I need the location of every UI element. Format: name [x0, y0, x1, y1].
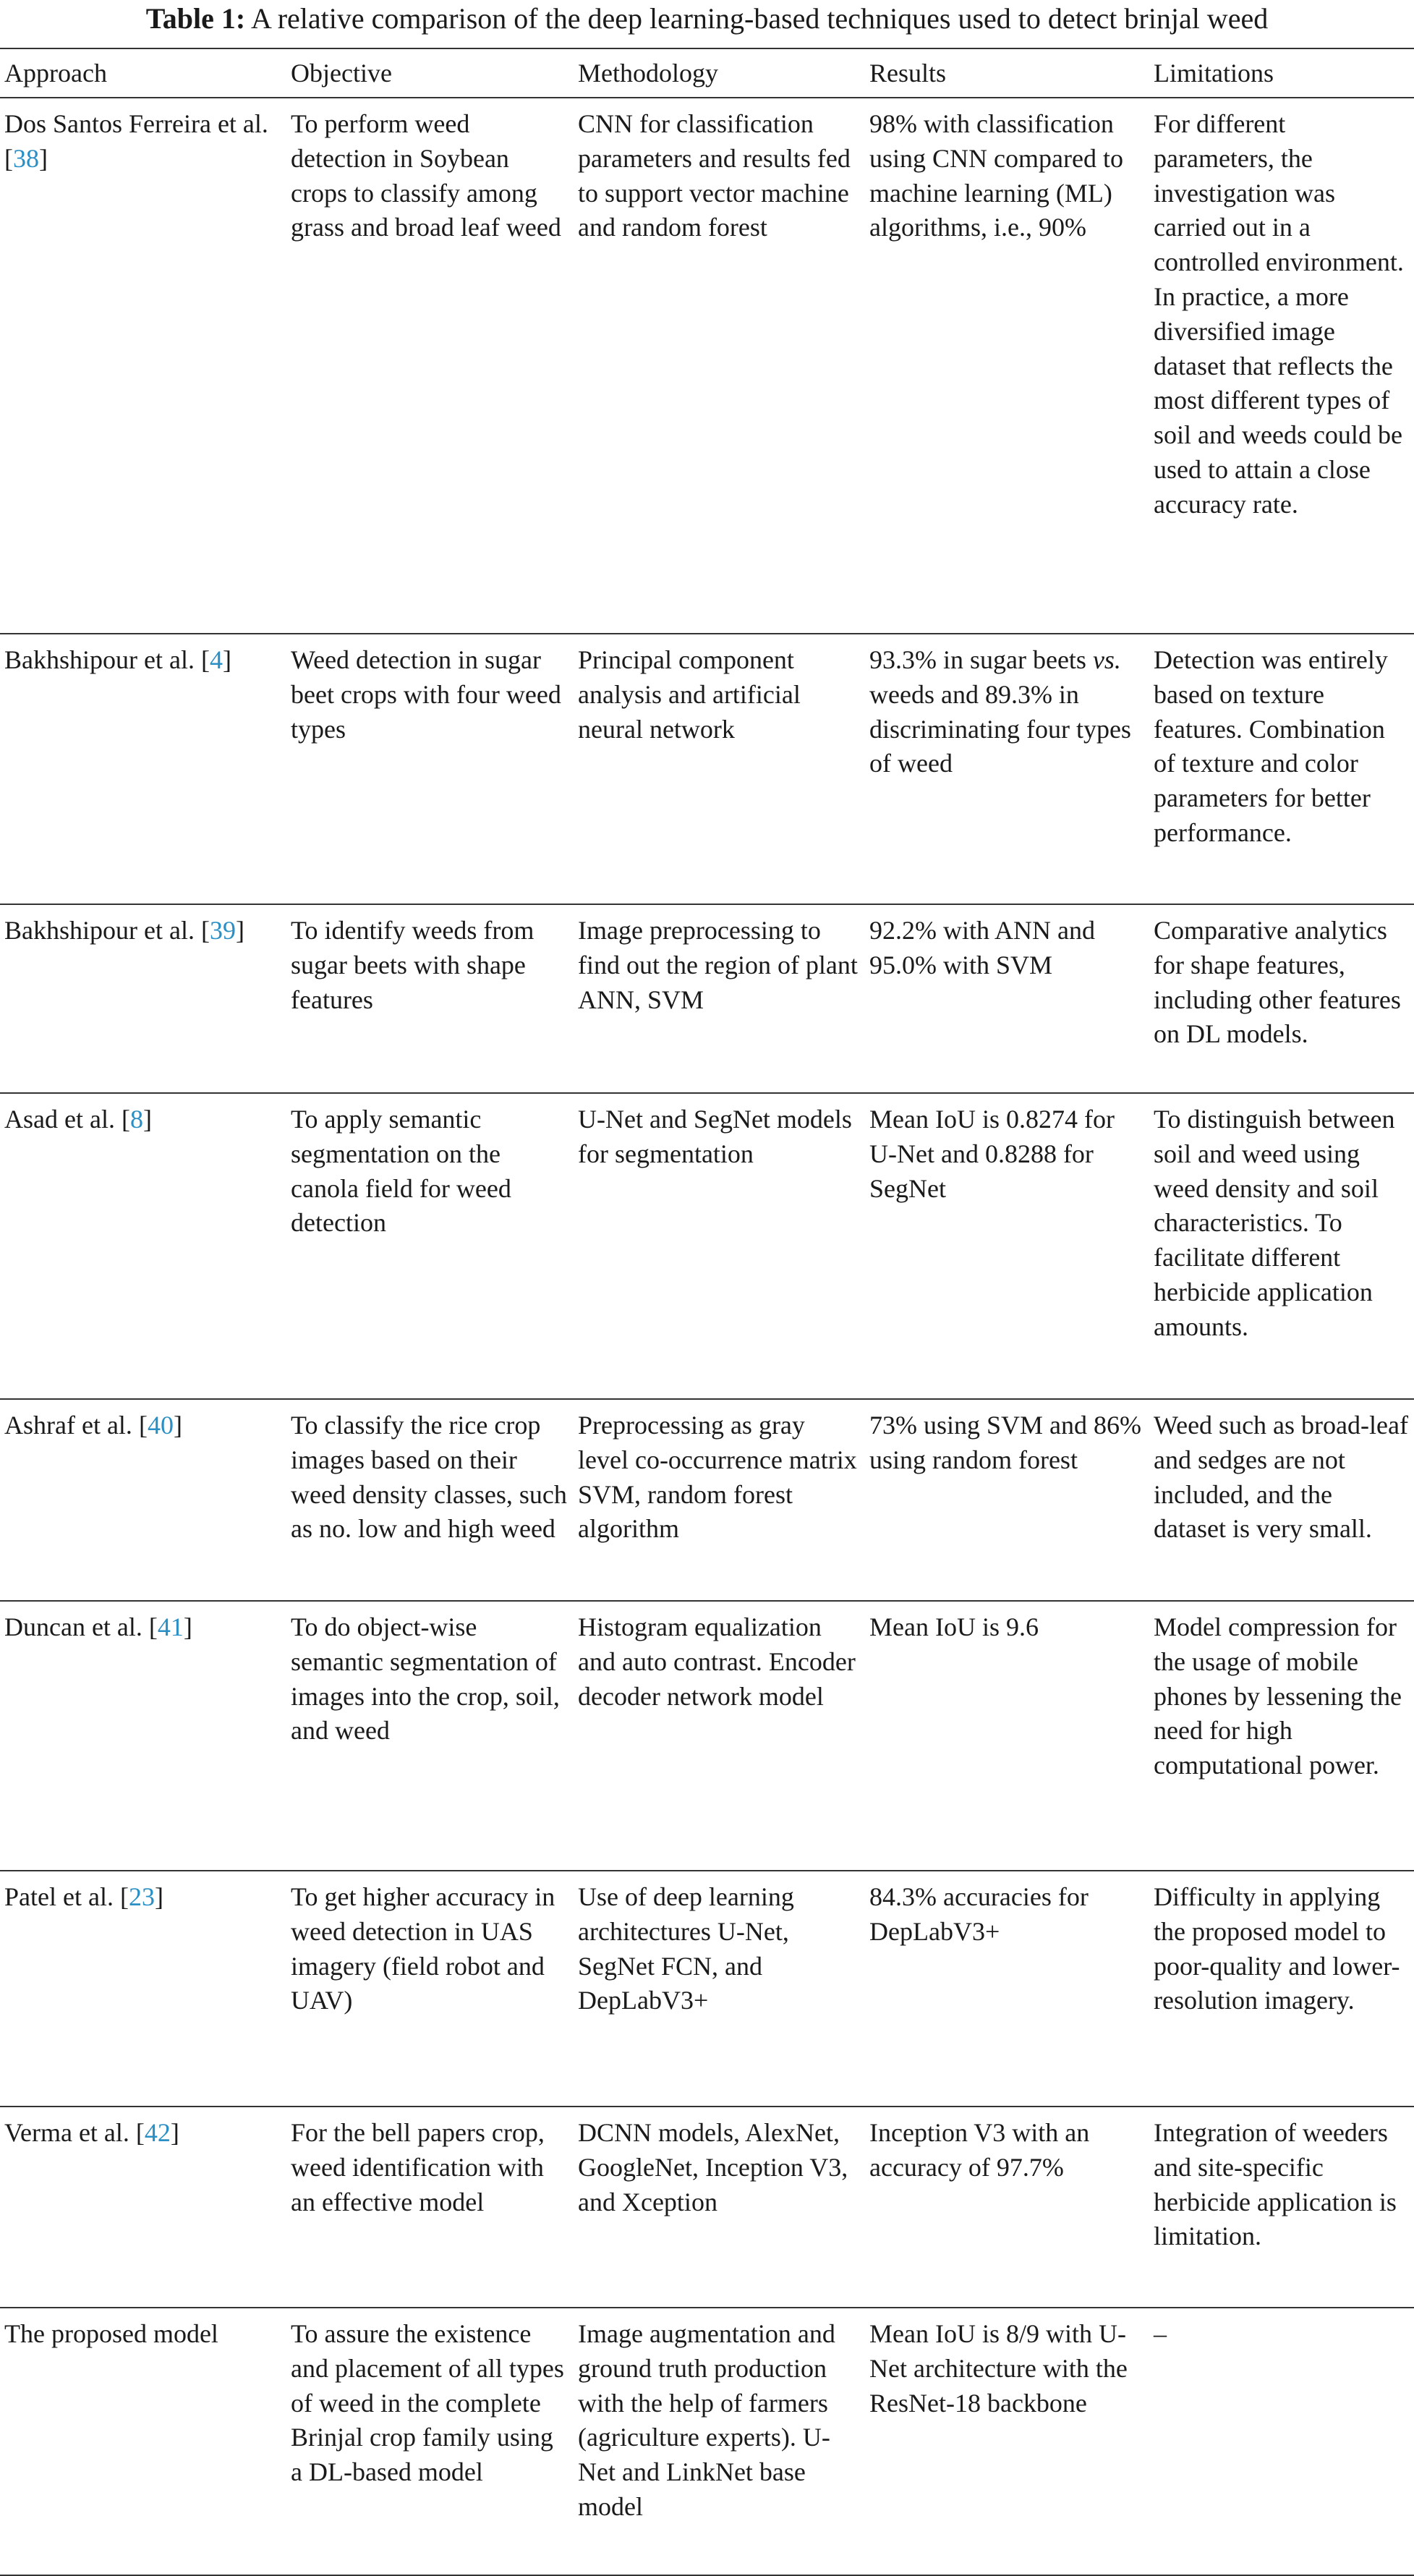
cell-approach: Bakhshipour et al. [39] — [4, 916, 244, 945]
cell-limitations: Difficulty in applying the proposed model to poor-quality and lower-resolution imagery. — [1154, 1882, 1400, 2015]
table-row — [0, 1093, 1414, 1399]
cell-methodology: Use of deep learning architectures U-Net, SegNet FCN, and DepLabV3+ — [578, 1882, 794, 2015]
cell-methodology: DCNN models, AlexNet, GoogleNet, Inception V3, and Xception — [578, 2118, 848, 2216]
table-row — [0, 1399, 1414, 1601]
caption-text: A relative comparison of the deep learning-based techniques used to detect brinjal weed — [251, 2, 1269, 35]
cell-limitations: To distinguish between soil and weed using weed density and soil characteristics. To facilitate different herbicide application amounts. — [1154, 1105, 1395, 1341]
cell-results: Mean IoU is 0.8274 for U-Net and 0.8288 for SegNet — [869, 1105, 1115, 1203]
cell-objective: To apply semantic segmentation on the canola field for weed detection — [291, 1105, 511, 1238]
cell-results: 93.3% in sugar beets vs. weeds and 89.3% in discriminating four types of weed — [869, 645, 1131, 778]
cell-limitations: For different parameters, the investigation was carried out in a controlled environment. In practice, a more diversified image dataset that reflects the most different types of soil and weeds could be used to attain a close accuracy rate. — [1154, 109, 1404, 519]
cell-limitations: Comparative analytics for shape features, including other features on DL models. — [1154, 916, 1401, 1049]
table-row — [0, 904, 1414, 1093]
cell-objective: To perform weed detection in Soybean crops to classify among grass and broad leaf weed — [291, 109, 561, 242]
cell-approach: Patel et al. [23] — [4, 1882, 163, 1911]
cell-approach: Verma et al. [42] — [4, 2118, 179, 2147]
cell-approach: The proposed model — [4, 2319, 218, 2348]
column-header-results: Results — [869, 59, 947, 88]
cell-objective: For the bell papers crop, weed identification with an effective model — [291, 2118, 545, 2216]
column-header-limitations: Limitations — [1154, 59, 1274, 88]
cell-results: Mean IoU is 8/9 with U-Net architecture with the ResNet-18 backbone — [869, 2319, 1128, 2418]
column-header-methodology: Methodology — [578, 59, 718, 88]
comparison-table — [0, 48, 1414, 2576]
cell-methodology: Histogram equalization and auto contrast. Encoder decoder network model — [578, 1612, 856, 1711]
cell-objective: To identify weeds from sugar beets with shape features — [291, 916, 534, 1014]
cell-methodology: U-Net and SegNet models for segmentation — [578, 1105, 852, 1168]
cell-objective: Weed detection in sugar beet crops with four weed types — [291, 645, 561, 744]
cell-objective: To get higher accuracy in weed detection in UAS imagery (field robot and UAV) — [291, 1882, 555, 2015]
cell-approach: Dos Santos Ferreira et al. [38] — [4, 109, 268, 173]
reference-link[interactable]: 4 — [209, 645, 223, 674]
cell-methodology: Image augmentation and ground truth production with the help of farmers (agriculture experts). U-Net and LinkNet base model — [578, 2319, 835, 2521]
reference-link[interactable]: 40 — [147, 1411, 174, 1440]
cell-objective: To classify the rice crop images based on their weed density classes, such as no. low and high weed — [291, 1411, 567, 1544]
cell-limitations: Weed such as broad-leaf and sedges are not included, and the dataset is very small. — [1154, 1411, 1408, 1544]
reference-link[interactable]: 38 — [13, 143, 39, 173]
cell-limitations: Detection was entirely based on texture features. Combination of texture and color parameters for better performance. — [1154, 645, 1388, 847]
cell-approach: Ashraf et al. [40] — [4, 1411, 182, 1440]
table-row — [0, 1871, 1414, 2107]
reference-link[interactable]: 42 — [144, 2118, 171, 2147]
cell-results: Mean IoU is 9.6 — [869, 1612, 1039, 1641]
cell-approach: Duncan et al. [41] — [4, 1612, 192, 1641]
table-caption — [0, 0, 1414, 41]
table-row — [0, 2107, 1414, 2308]
table-row — [0, 98, 1414, 634]
table-row — [0, 1601, 1414, 1871]
cell-methodology: Image preprocessing to find out the region of plant ANN, SVM — [578, 916, 858, 1014]
table-row — [0, 2308, 1414, 2575]
cell-methodology: CNN for classification parameters and results fed to support vector machine and random forest — [578, 109, 851, 242]
caption-label: Table 1: — [145, 2, 246, 35]
cell-results: 73% using SVM and 86% using random forest — [869, 1411, 1141, 1474]
reference-link[interactable]: 39 — [209, 916, 236, 945]
cell-results: Inception V3 with an accuracy of 97.7% — [869, 2118, 1090, 2182]
cell-limitations: – — [1154, 2319, 1167, 2348]
cell-objective: To do object-wise semantic segmentation of images into the crop, soil, and weed — [291, 1612, 560, 1746]
column-header-objective: Objective — [291, 59, 392, 88]
cell-results: 92.2% with ANN and 95.0% with SVM — [869, 916, 1095, 979]
cell-approach: Bakhshipour et al. [4] — [4, 645, 231, 674]
reference-link[interactable]: 41 — [157, 1612, 184, 1641]
table-header-row — [0, 48, 1414, 98]
cell-approach: Asad et al. [8] — [4, 1105, 152, 1134]
cell-results: 98% with classification using CNN compared to machine learning (ML) algorithms, i.e., 90% — [869, 109, 1123, 242]
cell-objective: To assure the existence and placement of all types of weed in the complete Brinjal crop family using a DL-based model — [291, 2319, 564, 2487]
cell-methodology: Principal component analysis and artificial neural network — [578, 645, 801, 744]
cell-limitations: Integration of weeders and site-specific herbicide application is limitation. — [1154, 2118, 1397, 2251]
column-header-approach: Approach — [4, 59, 107, 88]
table-row — [0, 634, 1414, 904]
cell-limitations: Model compression for the usage of mobile phones by lessening the need for high computational power. — [1154, 1612, 1402, 1780]
reference-link[interactable]: 23 — [128, 1882, 155, 1911]
cell-results: 84.3% accuracies for DepLabV3+ — [869, 1882, 1089, 1946]
reference-link[interactable]: 8 — [129, 1105, 143, 1134]
cell-methodology: Preprocessing as gray level co-occurrence matrix SVM, random forest algorithm — [578, 1411, 857, 1544]
